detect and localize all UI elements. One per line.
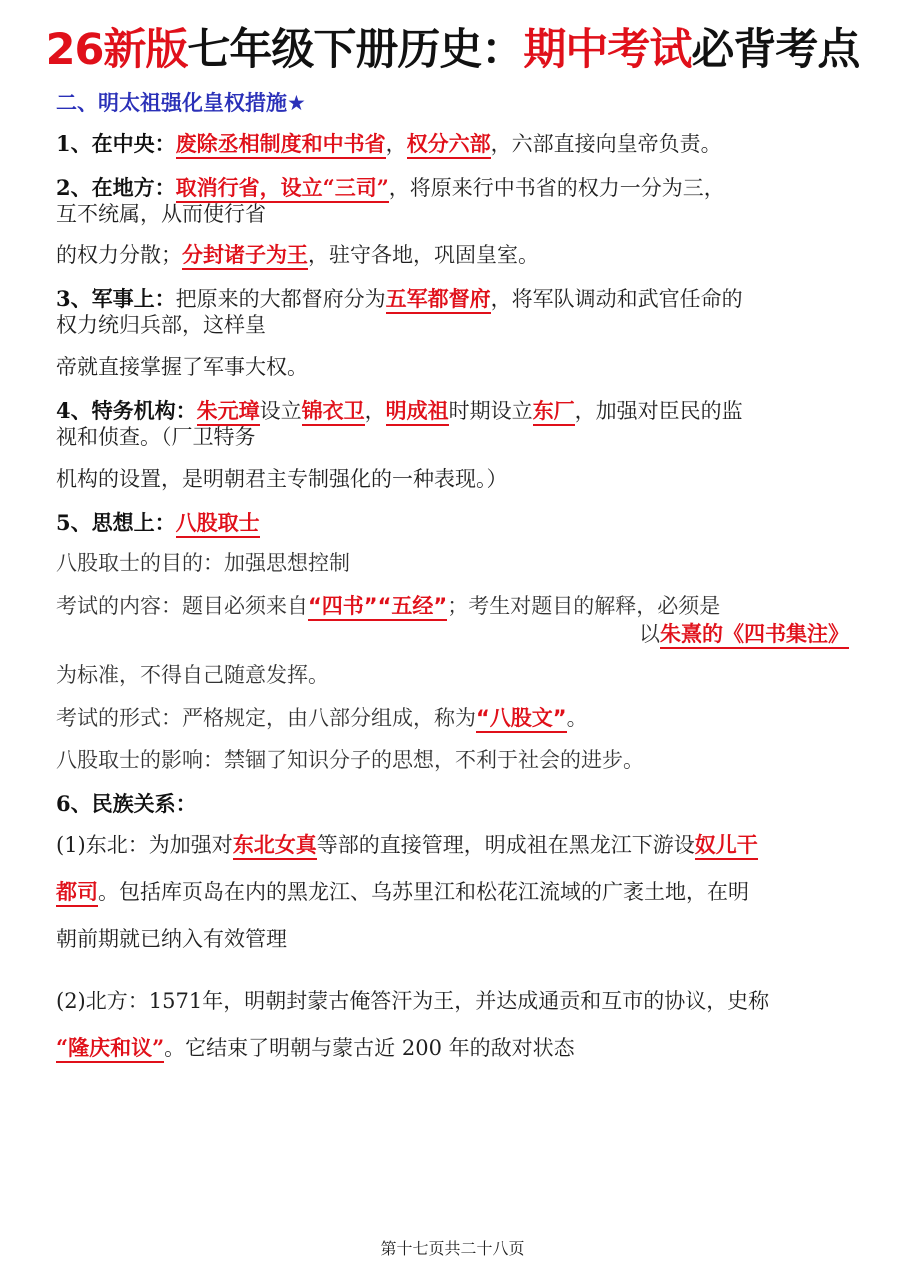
point-4-key-4: 东厂 <box>533 398 575 426</box>
point-1-line <box>56 129 722 159</box>
point-6-northeast-line-2 <box>56 877 749 907</box>
point-4-text-4: ，加强对臣民的监 <box>574 399 743 423</box>
point-5-key-1: 八股取士 <box>176 510 260 538</box>
point-3-key-1: 五军都督府 <box>386 286 491 314</box>
point-2-key-2: 分封诸子为王 <box>182 242 308 270</box>
point-5-content-line-1 <box>56 591 720 621</box>
point-4-head: 4、特务机构： <box>56 398 197 423</box>
point-6-northeast-key-2a: 奴儿干 <box>695 832 758 860</box>
point-5-head: 5、思想上： <box>56 510 176 535</box>
point-6-northeast-text-3: 。包括库页岛在内的黑龙江、乌苏里江和松花江流域的广袤土地，在明 <box>98 880 749 904</box>
point-3-line-3: 帝就直接掌握了军事大权。 <box>56 355 308 379</box>
point-5-form-key: “八股文” <box>476 706 567 733</box>
point-2-head: 2、在地方： <box>56 175 176 200</box>
point-6-northeast-key-2b: 都司 <box>56 879 98 907</box>
point-5-content-text-2: ；考生对题目的解释，必须是 <box>447 594 721 618</box>
point-6-line-1 <box>56 789 197 819</box>
point-1-text-1: ， <box>385 132 407 156</box>
point-4-text-1: 设立 <box>259 399 302 423</box>
point-5-form-text-1: 考试的形式：严格规定，由八部分组成，称为 <box>56 706 476 730</box>
point-5-form-text-2: 。 <box>566 706 588 730</box>
point-6-northeast-line-1 <box>56 830 758 860</box>
point-6-northeast-key-1: 东北女真 <box>233 832 317 860</box>
point-6-northeast-text-1: (1)东北：为加强对 <box>56 833 233 857</box>
point-1-text-2: ，六部直接向皇帝负责。 <box>490 132 722 156</box>
title-exam: 期中考试 <box>523 25 692 75</box>
point-2-text-2: 的权力分散； <box>56 243 182 267</box>
point-4-text-3: 时期设立 <box>448 399 533 423</box>
point-4-key-3: 明成祖 <box>386 398 449 426</box>
point-2-key-1: 取消行省，设立“三司” <box>176 175 389 203</box>
point-5-content-key-1: “四书”“五经” <box>308 594 447 621</box>
point-4-line-3: 机构的设置，是明朝君主专制强化的一种表现。） <box>56 467 508 491</box>
point-5-content-line-3: 为标准，不得自己随意发挥。 <box>56 663 329 687</box>
point-3-text-1: 把原来的大都督府分为 <box>175 287 386 311</box>
point-5-content-text-1: 考试的内容：题目必须来自 <box>56 594 308 618</box>
point-6-northeast-text-2: 等部的直接管理，明成祖在黑龙江下游设 <box>316 833 695 857</box>
point-1-key-2: 权分六部 <box>407 131 491 159</box>
point-2-line-2: 互不统属，从而使行省 <box>56 202 266 226</box>
point-5-effect: 八股取士的影响：禁锢了知识分子的思想，不利于社会的进步。 <box>56 748 644 772</box>
point-2-text-3: ，驻守各地，巩固皇室。 <box>308 243 539 267</box>
point-5-content-key-2: 朱熹的《四书集注》 <box>660 622 849 649</box>
page-title <box>0 20 905 80</box>
point-6-head: 6、民族关系： <box>56 791 197 816</box>
point-5-line-1 <box>56 508 260 538</box>
point-1-head: 1、在中央： <box>56 131 176 156</box>
point-2-text-1: ，将原来行中书省的权力一分为三， <box>388 176 725 200</box>
point-6-north-text-2: 。它结束了明朝与蒙古近 200 年的敌对状态 <box>164 1036 575 1060</box>
point-5-purpose: 八股取士的目的：加强思想控制 <box>56 551 350 575</box>
point-3-head: 3、军事上： <box>56 286 176 311</box>
point-5-form <box>56 703 588 733</box>
point-4-text-2: ， <box>364 399 386 423</box>
point-4-line-2: 视和侦查。（厂卫特务 <box>56 425 256 449</box>
point-2-line-3 <box>56 240 539 270</box>
point-6-northeast-line-3: 朝前期就已纳入有效管理 <box>56 927 287 951</box>
point-6-north-line-2 <box>56 1033 575 1063</box>
point-6-north-line-1: (2)北方：1571年，明朝封蒙古俺答汗为王，并达成通贡和互市的协议，史称 <box>56 989 770 1013</box>
point-1-key-1: 废除丞相制度和中书省 <box>176 131 386 159</box>
point-6-north-key: “隆庆和议” <box>56 1035 164 1063</box>
point-3-line-2: 权力统归兵部，这样皇 <box>56 313 266 337</box>
point-3-text-2: ，将军队调动和武官任命的 <box>490 287 743 311</box>
point-5-content-text-3: 以 <box>639 622 660 646</box>
section-heading: 二、明太祖强化皇权措施★ <box>56 91 306 115</box>
title-topic: 必背考点 <box>691 25 860 75</box>
point-4-key-1: 朱元璋 <box>197 398 260 426</box>
page-number-footer: 第十七页共二十八页 <box>380 1239 525 1258</box>
point-4-key-2: 锦衣卫 <box>302 398 365 426</box>
title-edition: 26新版 <box>45 25 188 75</box>
point-5-content-line-2 <box>639 619 849 649</box>
title-course: 七年级下册历史： <box>187 25 524 75</box>
